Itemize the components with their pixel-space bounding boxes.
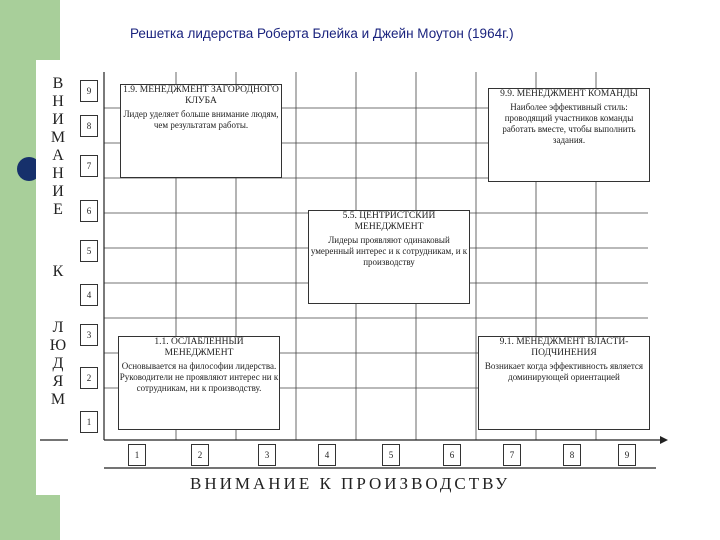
y-axis-letter: Д xyxy=(52,355,64,372)
x-tick-label: 2 xyxy=(191,444,209,466)
y-axis-letter: Л xyxy=(52,319,64,336)
y-tick-label: 4 xyxy=(80,284,98,306)
y-axis-letter: К xyxy=(52,263,64,280)
y-axis-letter: И xyxy=(52,183,64,200)
style-description: Возникает когда эффективность является доминирующей ориентацией xyxy=(484,361,644,382)
y-tick-label: 7 xyxy=(80,155,98,177)
y-tick-label: 6 xyxy=(80,200,98,222)
style-title: 1.1. ОСЛАБЛЕННЫЙ МЕНЕДЖМЕНТ xyxy=(154,337,244,358)
x-tick-label: 8 xyxy=(563,444,581,466)
style-title: 9.9. МЕНЕДЖМЕНТ КОМАНДЫ xyxy=(500,89,638,99)
style-description: Лидеры проявляют одинаковый умеренный интерес и к сотрудникам, и к производству xyxy=(310,235,468,267)
y-tick-label: 9 xyxy=(80,80,98,102)
x-tick-label: 5 xyxy=(382,444,400,466)
style-box-5-5 xyxy=(308,210,470,304)
y-axis-letter: А xyxy=(52,147,64,164)
x-axis-label: ВНИМАНИЕ К ПРОИЗВОДСТВУ xyxy=(190,474,511,493)
y-axis-letter: Н xyxy=(52,93,64,110)
x-tick-label: 4 xyxy=(318,444,336,466)
style-title: 5.5. ЦЕНТРИСТСКИЙ МЕНЕДЖМЕНТ xyxy=(342,211,436,232)
y-axis-letter: Н xyxy=(52,165,64,182)
y-tick-label: 8 xyxy=(80,115,98,137)
x-tick-label: 9 xyxy=(618,444,636,466)
y-axis-letter: Я xyxy=(52,373,64,390)
style-box-1-9 xyxy=(120,84,282,178)
y-axis-letter: В xyxy=(52,75,64,92)
x-tick-label: 3 xyxy=(258,444,276,466)
style-box-1-1 xyxy=(118,336,280,430)
x-tick-label: 6 xyxy=(443,444,461,466)
style-box-9-1 xyxy=(478,336,650,430)
x-tick-label: 1 xyxy=(128,444,146,466)
slide-title: Решетка лидерства Роберта Блейка и Джейн Моутон (1964г.) xyxy=(130,26,514,41)
y-axis-letter: Е xyxy=(53,201,63,218)
y-tick-label: 3 xyxy=(80,324,98,346)
style-description: Лидер уделяет больше внимание людям, чем результатам работы. xyxy=(123,109,279,130)
x-tick-label: 7 xyxy=(503,444,521,466)
style-title: 1.9. МЕНЕДЖМЕНТ ЗАГОРОДНОГО КЛУБА xyxy=(123,85,279,106)
y-axis-letter: Ю xyxy=(49,337,67,354)
y-tick-label: 1 xyxy=(80,411,98,433)
style-box-9-9 xyxy=(488,88,650,182)
y-axis-letter: И xyxy=(52,111,64,128)
y-tick-label: 2 xyxy=(80,367,98,389)
y-axis-letter: М xyxy=(50,391,66,408)
y-axis-letter: М xyxy=(50,129,66,146)
style-description: Основывается на философии лидерства. Руководители не проявляют интерес ни к сотрудникам, ни к производству. xyxy=(119,361,279,393)
style-title: 9.1. МЕНЕДЖМЕНТ ВЛАСТИ-ПОДЧИНЕНИЯ xyxy=(499,337,629,358)
style-description: Наиболее эффективный стиль: проводящий участников команды работать вместе, чтобы выполнить задания. xyxy=(502,102,636,145)
y-tick-label: 5 xyxy=(80,240,98,262)
